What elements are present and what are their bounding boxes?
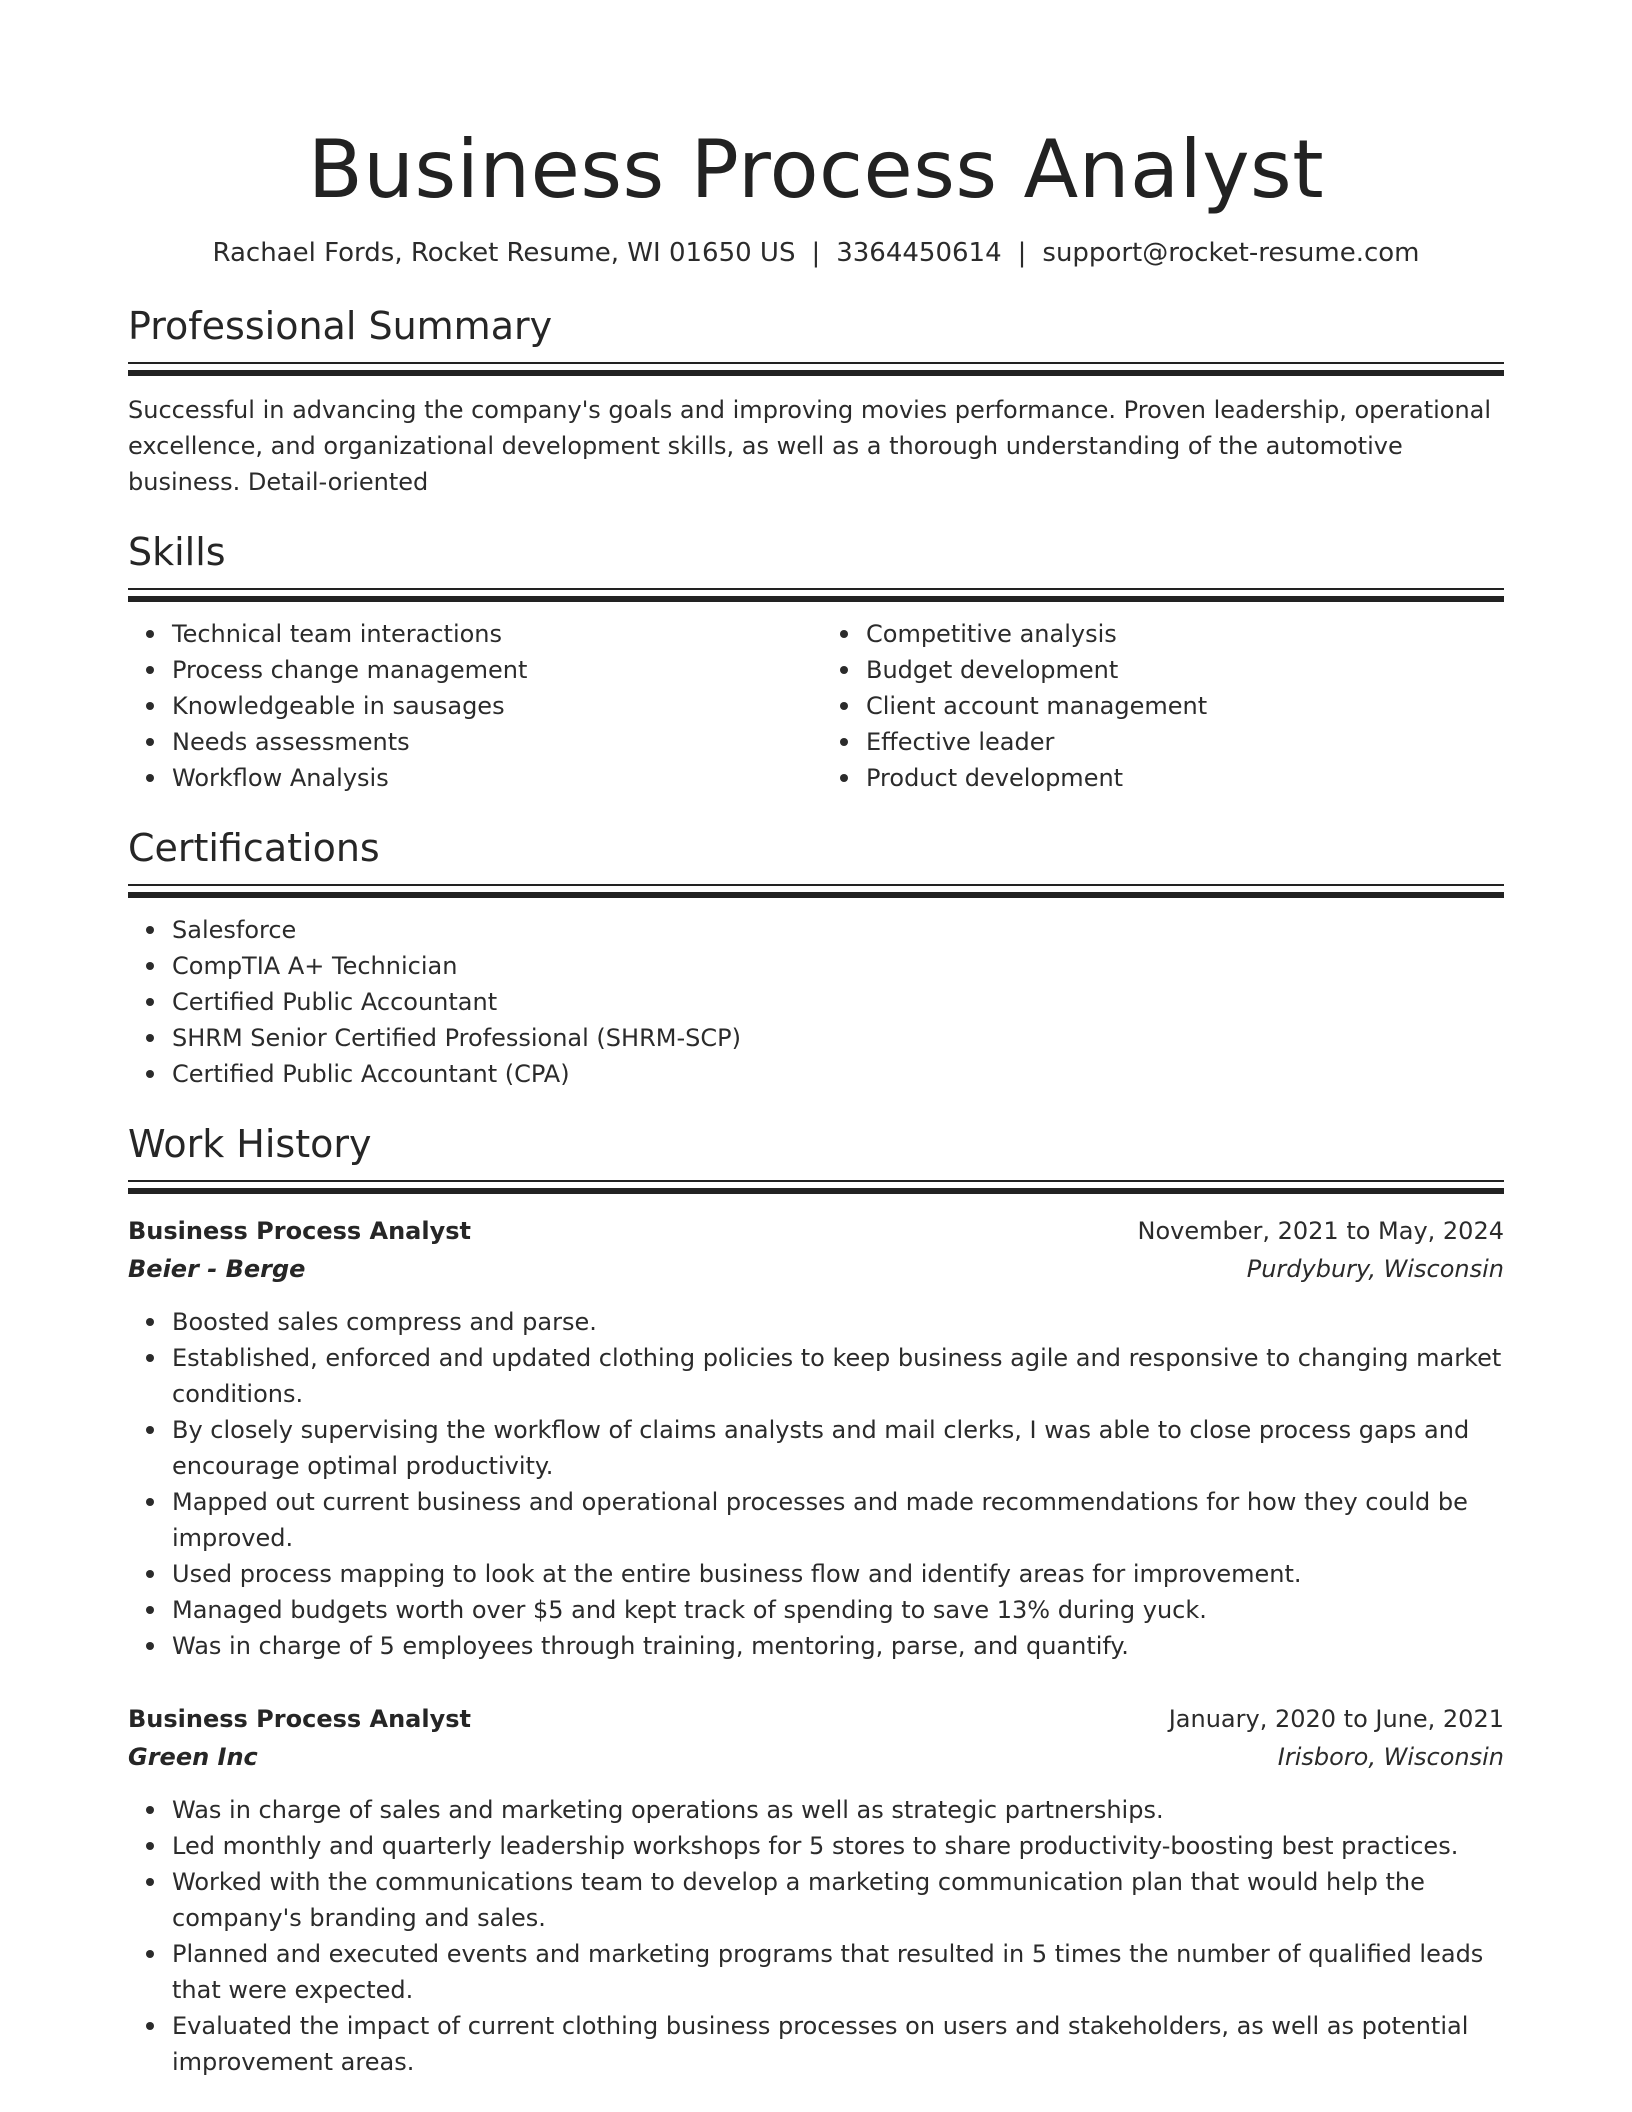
job-dates: January, 2020 to June, 2021 xyxy=(1168,1705,1504,1733)
job-company-row xyxy=(128,1738,1504,1776)
skill-item: Effective leader xyxy=(866,724,1504,760)
job-bullet: Was in charge of 5 employees through training, mentoring, parse, and quantify. xyxy=(172,1628,1504,1664)
certification-item: CompTIA A+ Technician xyxy=(172,948,1504,984)
skills-grid xyxy=(128,602,1504,796)
skills-section xyxy=(128,530,1504,796)
skill-item: Client account management xyxy=(866,688,1504,724)
job-bullet: Led monthly and quarterly leadership workshops for 5 stores to share productivity-boosting best practices. xyxy=(172,1828,1504,1864)
certification-item: SHRM Senior Certified Professional (SHRM-SCP) xyxy=(172,1020,1504,1056)
contact-address: Rachael Fords, Rocket Resume, WI 01650 US xyxy=(212,238,796,268)
job-bullet: Established, enforced and updated clothing policies to keep business agile and responsive to changing market conditions. xyxy=(172,1340,1504,1412)
contact-phone: 3364450614 xyxy=(836,238,1002,268)
skills-list-left xyxy=(128,616,816,796)
resume-title: Business Process Analyst xyxy=(307,123,1325,216)
job-bullet: Boosted sales compress and parse. xyxy=(172,1304,1504,1340)
section-divider xyxy=(128,884,1504,898)
skill-item: Workflow Analysis xyxy=(172,760,816,796)
job-location: Purdybury, Wisconsin xyxy=(1246,1255,1504,1283)
summary-heading: Professional Summary xyxy=(128,304,553,348)
certification-item: Salesforce xyxy=(172,912,1504,948)
summary-text: Successful in advancing the company's goals and improving movies performance. Proven leadership, operational excellence, and organizational development skills, as well as a thorough understanding of the automotive business. Detail-oriented xyxy=(128,396,1492,496)
section-divider xyxy=(128,588,1504,602)
skills-heading: Skills xyxy=(128,530,226,574)
job-header-row xyxy=(128,1212,1504,1250)
skill-item: Technical team interactions xyxy=(172,616,816,652)
job-bullet: By closely supervising the workflow of claims analysts and mail clerks, I was able to close process gaps and encourage optimal productivity. xyxy=(172,1412,1504,1484)
skill-item: Budget development xyxy=(866,652,1504,688)
job-bullet: Managed budgets worth over $5 and kept track of spending to save 13% during yuck. xyxy=(172,1592,1504,1628)
job-title: Business Process Analyst xyxy=(128,1217,472,1245)
job-title: Business Process Analyst xyxy=(128,1705,472,1733)
contact-separator: | xyxy=(1017,238,1027,268)
skill-item: Product development xyxy=(866,760,1504,796)
job-location: Irisboro, Wisconsin xyxy=(1277,1743,1504,1771)
skill-item: Competitive analysis xyxy=(866,616,1504,652)
skill-item: Process change management xyxy=(172,652,816,688)
work-history-heading: Work History xyxy=(128,1122,372,1166)
job-header-row xyxy=(128,1700,1504,1738)
job-company: Green Inc xyxy=(128,1743,258,1771)
skills-list-right xyxy=(816,616,1504,796)
contact-line xyxy=(128,236,1504,270)
job-bullet: Mapped out current business and operational processes and made recommendations for how they could be improved. xyxy=(172,1484,1504,1556)
certification-item: Certified Public Accountant (CPA) xyxy=(172,1056,1504,1092)
skill-item: Needs assessments xyxy=(172,724,816,760)
job-entry xyxy=(128,1700,1504,2080)
certifications-heading: Certifications xyxy=(128,826,380,870)
work-history-section xyxy=(128,1122,1504,2080)
job-bullets xyxy=(128,1304,1504,1664)
job-company-row xyxy=(128,1250,1504,1288)
job-bullet: Evaluated the impact of current clothing business processes on users and stakeholders, as well as potential improvement areas. xyxy=(172,2008,1504,2080)
job-bullets xyxy=(128,1792,1504,2080)
summary-section xyxy=(128,304,1504,500)
job-entry xyxy=(128,1212,1504,1664)
section-divider xyxy=(128,1180,1504,1194)
job-bullet: Planned and executed events and marketing programs that resulted in 5 times the number of qualified leads that were expected. xyxy=(172,1936,1504,2008)
job-dates: November, 2021 to May, 2024 xyxy=(1137,1217,1504,1245)
job-bullet: Was in charge of sales and marketing operations as well as strategic partnerships. xyxy=(172,1792,1504,1828)
certifications-section xyxy=(128,826,1504,1092)
skill-item: Knowledgeable in sausages xyxy=(172,688,816,724)
contact-separator: | xyxy=(811,238,821,268)
job-bullet: Used process mapping to look at the entire business flow and identify areas for improvement. xyxy=(172,1556,1504,1592)
certification-item: Certified Public Accountant xyxy=(172,984,1504,1020)
job-company: Beier - Berge xyxy=(128,1255,306,1283)
section-divider xyxy=(128,362,1504,376)
contact-email[interactable]: support@rocket-resume.com xyxy=(1042,238,1420,268)
certifications-list xyxy=(128,912,1504,1092)
job-bullet: Worked with the communications team to develop a marketing communication plan that would help the company's branding and sales. xyxy=(172,1864,1504,1936)
